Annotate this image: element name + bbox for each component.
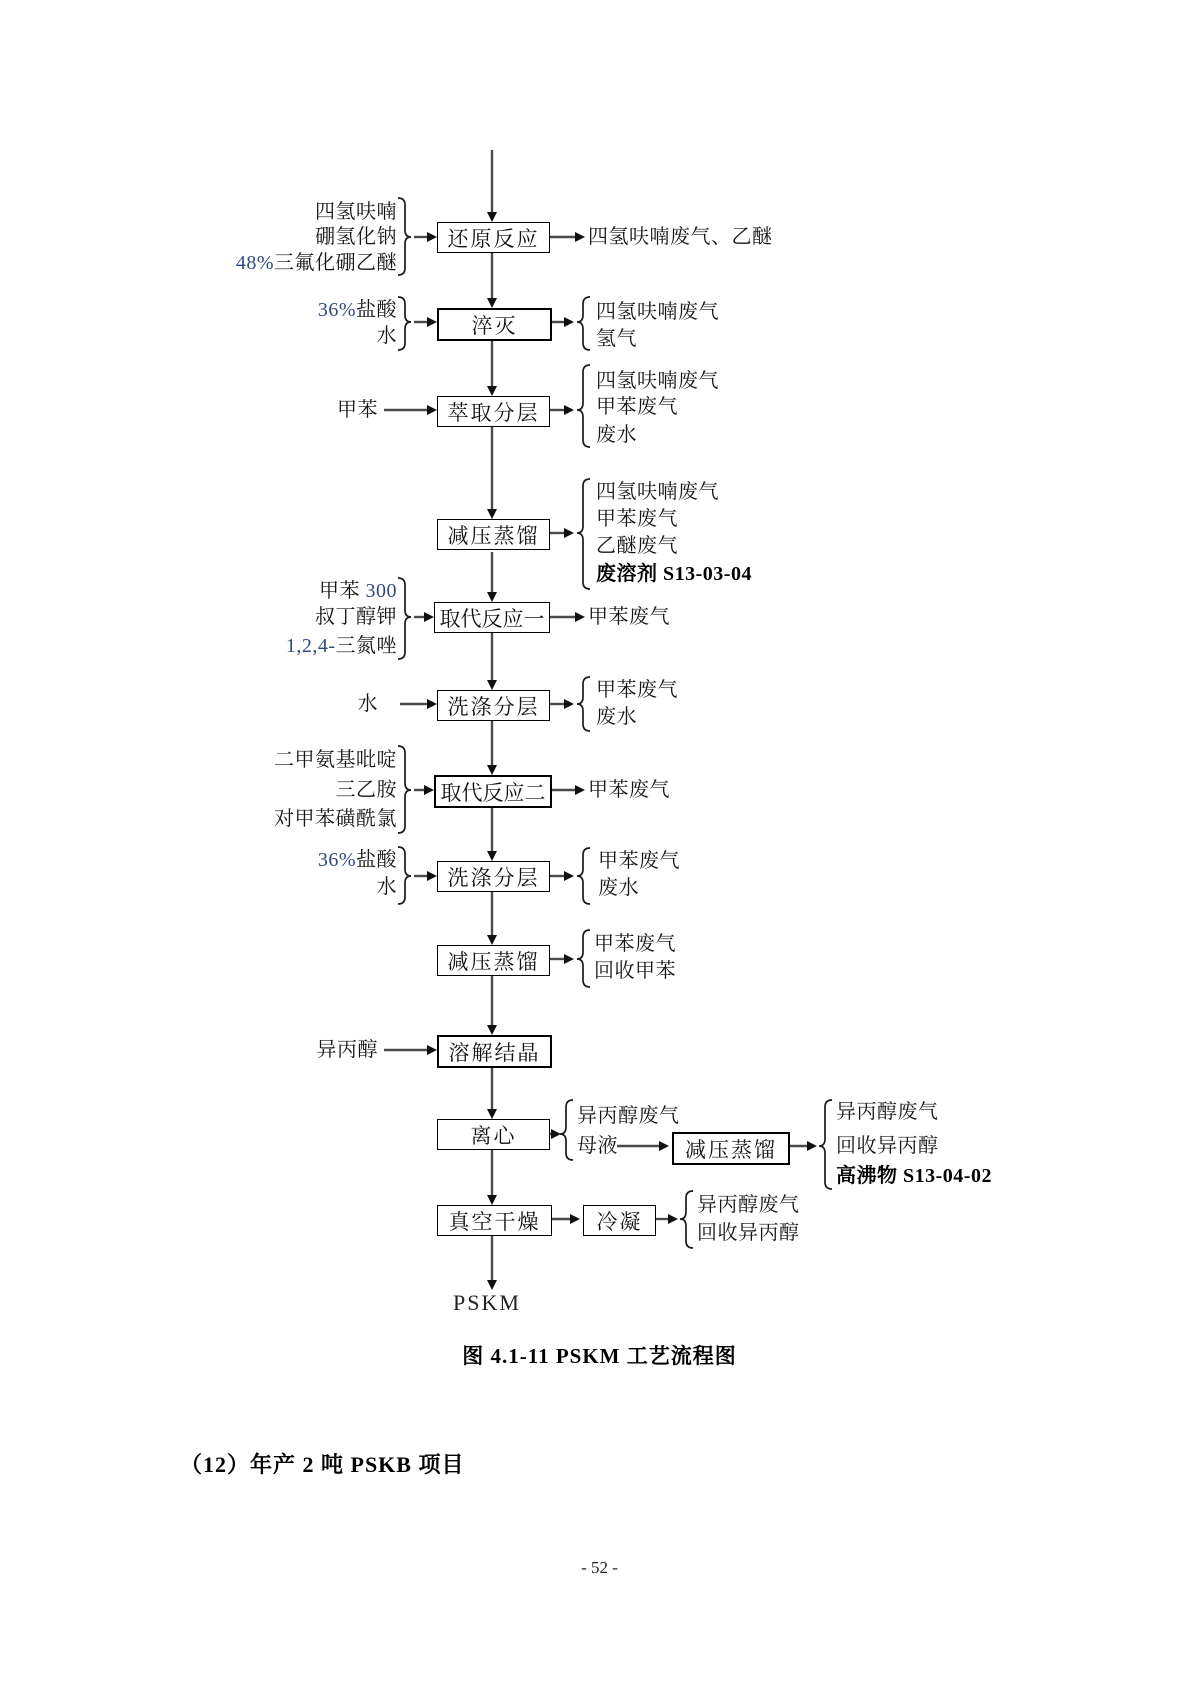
condenser-box: 冷凝 [583, 1205, 656, 1236]
step8-output-1: 甲苯废气 [598, 850, 680, 872]
step7-process-box: 取代反应二 [434, 775, 552, 808]
waste-solvent-code: S13-03-04 [663, 563, 752, 585]
branch-distillation-box: 减压蒸馏 [672, 1132, 790, 1165]
branch-output-2: 回收异丙醇 [836, 1135, 939, 1157]
condenser-output-1: 异丙醇废气 [697, 1194, 800, 1216]
step6-input-water: 水 [357, 693, 378, 715]
step7-input-tea: 三乙胺 [335, 779, 397, 801]
step10-process-box: 溶解结晶 [437, 1035, 552, 1068]
step10-input-ipa: 异丙醇 [316, 1039, 378, 1061]
step9-output-1: 甲苯废气 [594, 933, 676, 955]
step11-output-gas: 异丙醇废气 [577, 1105, 680, 1127]
step7-output: 甲苯废气 [588, 779, 670, 801]
step4-output-3: 乙醚废气 [596, 535, 678, 557]
step6-process-box: 洗涤分层 [437, 690, 550, 721]
step4-process-box: 减压蒸馏 [437, 519, 550, 550]
step4-output-2: 甲苯废气 [596, 508, 678, 530]
step5-output: 甲苯废气 [588, 606, 670, 628]
section-heading: （12）年产 2 吨 PSKB 项目 [180, 1452, 465, 1477]
figure-caption: 图 4.1-11 PSKM 工艺流程图 [462, 1344, 737, 1368]
step8-output-2: 废水 [598, 877, 639, 899]
step5-input-triazole: 1,2,4-三氮唑 [285, 635, 397, 657]
step8-input-hcl: 36%盐酸 [317, 849, 397, 871]
step1-process-box: 还原反应 [437, 222, 550, 253]
step9-process-box: 减压蒸馏 [437, 945, 550, 976]
step5-input-toluene300: 甲苯 300 [319, 580, 397, 602]
step5-process-box: 取代反应一 [434, 602, 550, 633]
step11-process-box: 离心 [437, 1119, 550, 1150]
step3-process-box: 萃取分层 [437, 396, 550, 427]
step1-input-bf3: 48%三氟化硼乙醚 [235, 252, 397, 274]
step3-output-3: 废水 [596, 424, 637, 446]
step3-output-1: 四氢呋喃废气 [596, 370, 719, 392]
high-boiler-label: 高沸物 [836, 1165, 898, 1187]
step6-output-1: 甲苯废气 [596, 679, 678, 701]
step5-input-kotbu: 叔丁醇钾 [315, 606, 397, 628]
step11-output-mother-liquor: 母液 [577, 1135, 618, 1157]
waste-solvent-label: 废溶剂 [596, 563, 658, 585]
step1-output: 四氢呋喃废气、乙醚 [588, 226, 773, 248]
condenser-output-2: 回收异丙醇 [697, 1222, 800, 1244]
step3-output-2: 甲苯废气 [596, 396, 678, 418]
step3-input-toluene: 甲苯 [337, 399, 378, 421]
step4-output-waste-solvent [596, 562, 752, 587]
step1-input-nabh4: 硼氢化钠 [315, 226, 397, 248]
step7-input-dmap: 二甲氨基吡啶 [274, 749, 397, 771]
step2-output-2: 氢气 [596, 328, 637, 350]
step8-process-box: 洗涤分层 [437, 861, 550, 892]
final-product-label: PSKM [453, 1290, 521, 1315]
step6-output-2: 废水 [596, 706, 637, 728]
step7-input-tscl: 对甲苯磺酰氯 [274, 808, 397, 830]
branch-output-1: 异丙醇废气 [836, 1101, 939, 1123]
step2-input-hcl: 36%盐酸 [317, 299, 397, 321]
step2-output-1: 四氢呋喃废气 [596, 301, 719, 323]
step9-output-2: 回收甲苯 [594, 960, 676, 982]
high-boiler-code: S13-04-02 [903, 1165, 992, 1187]
step2-process-box: 淬灭 [437, 308, 552, 341]
branch-output-high-boiler [836, 1164, 992, 1189]
step4-output-1: 四氢呋喃废气 [596, 481, 719, 503]
step2-input-water: 水 [376, 325, 397, 347]
step1-input-thf: 四氢呋喃 [315, 201, 397, 223]
step12-process-box: 真空干燥 [437, 1205, 552, 1236]
page-number: - 52 - [581, 1558, 618, 1577]
step8-input-water: 水 [376, 876, 397, 898]
